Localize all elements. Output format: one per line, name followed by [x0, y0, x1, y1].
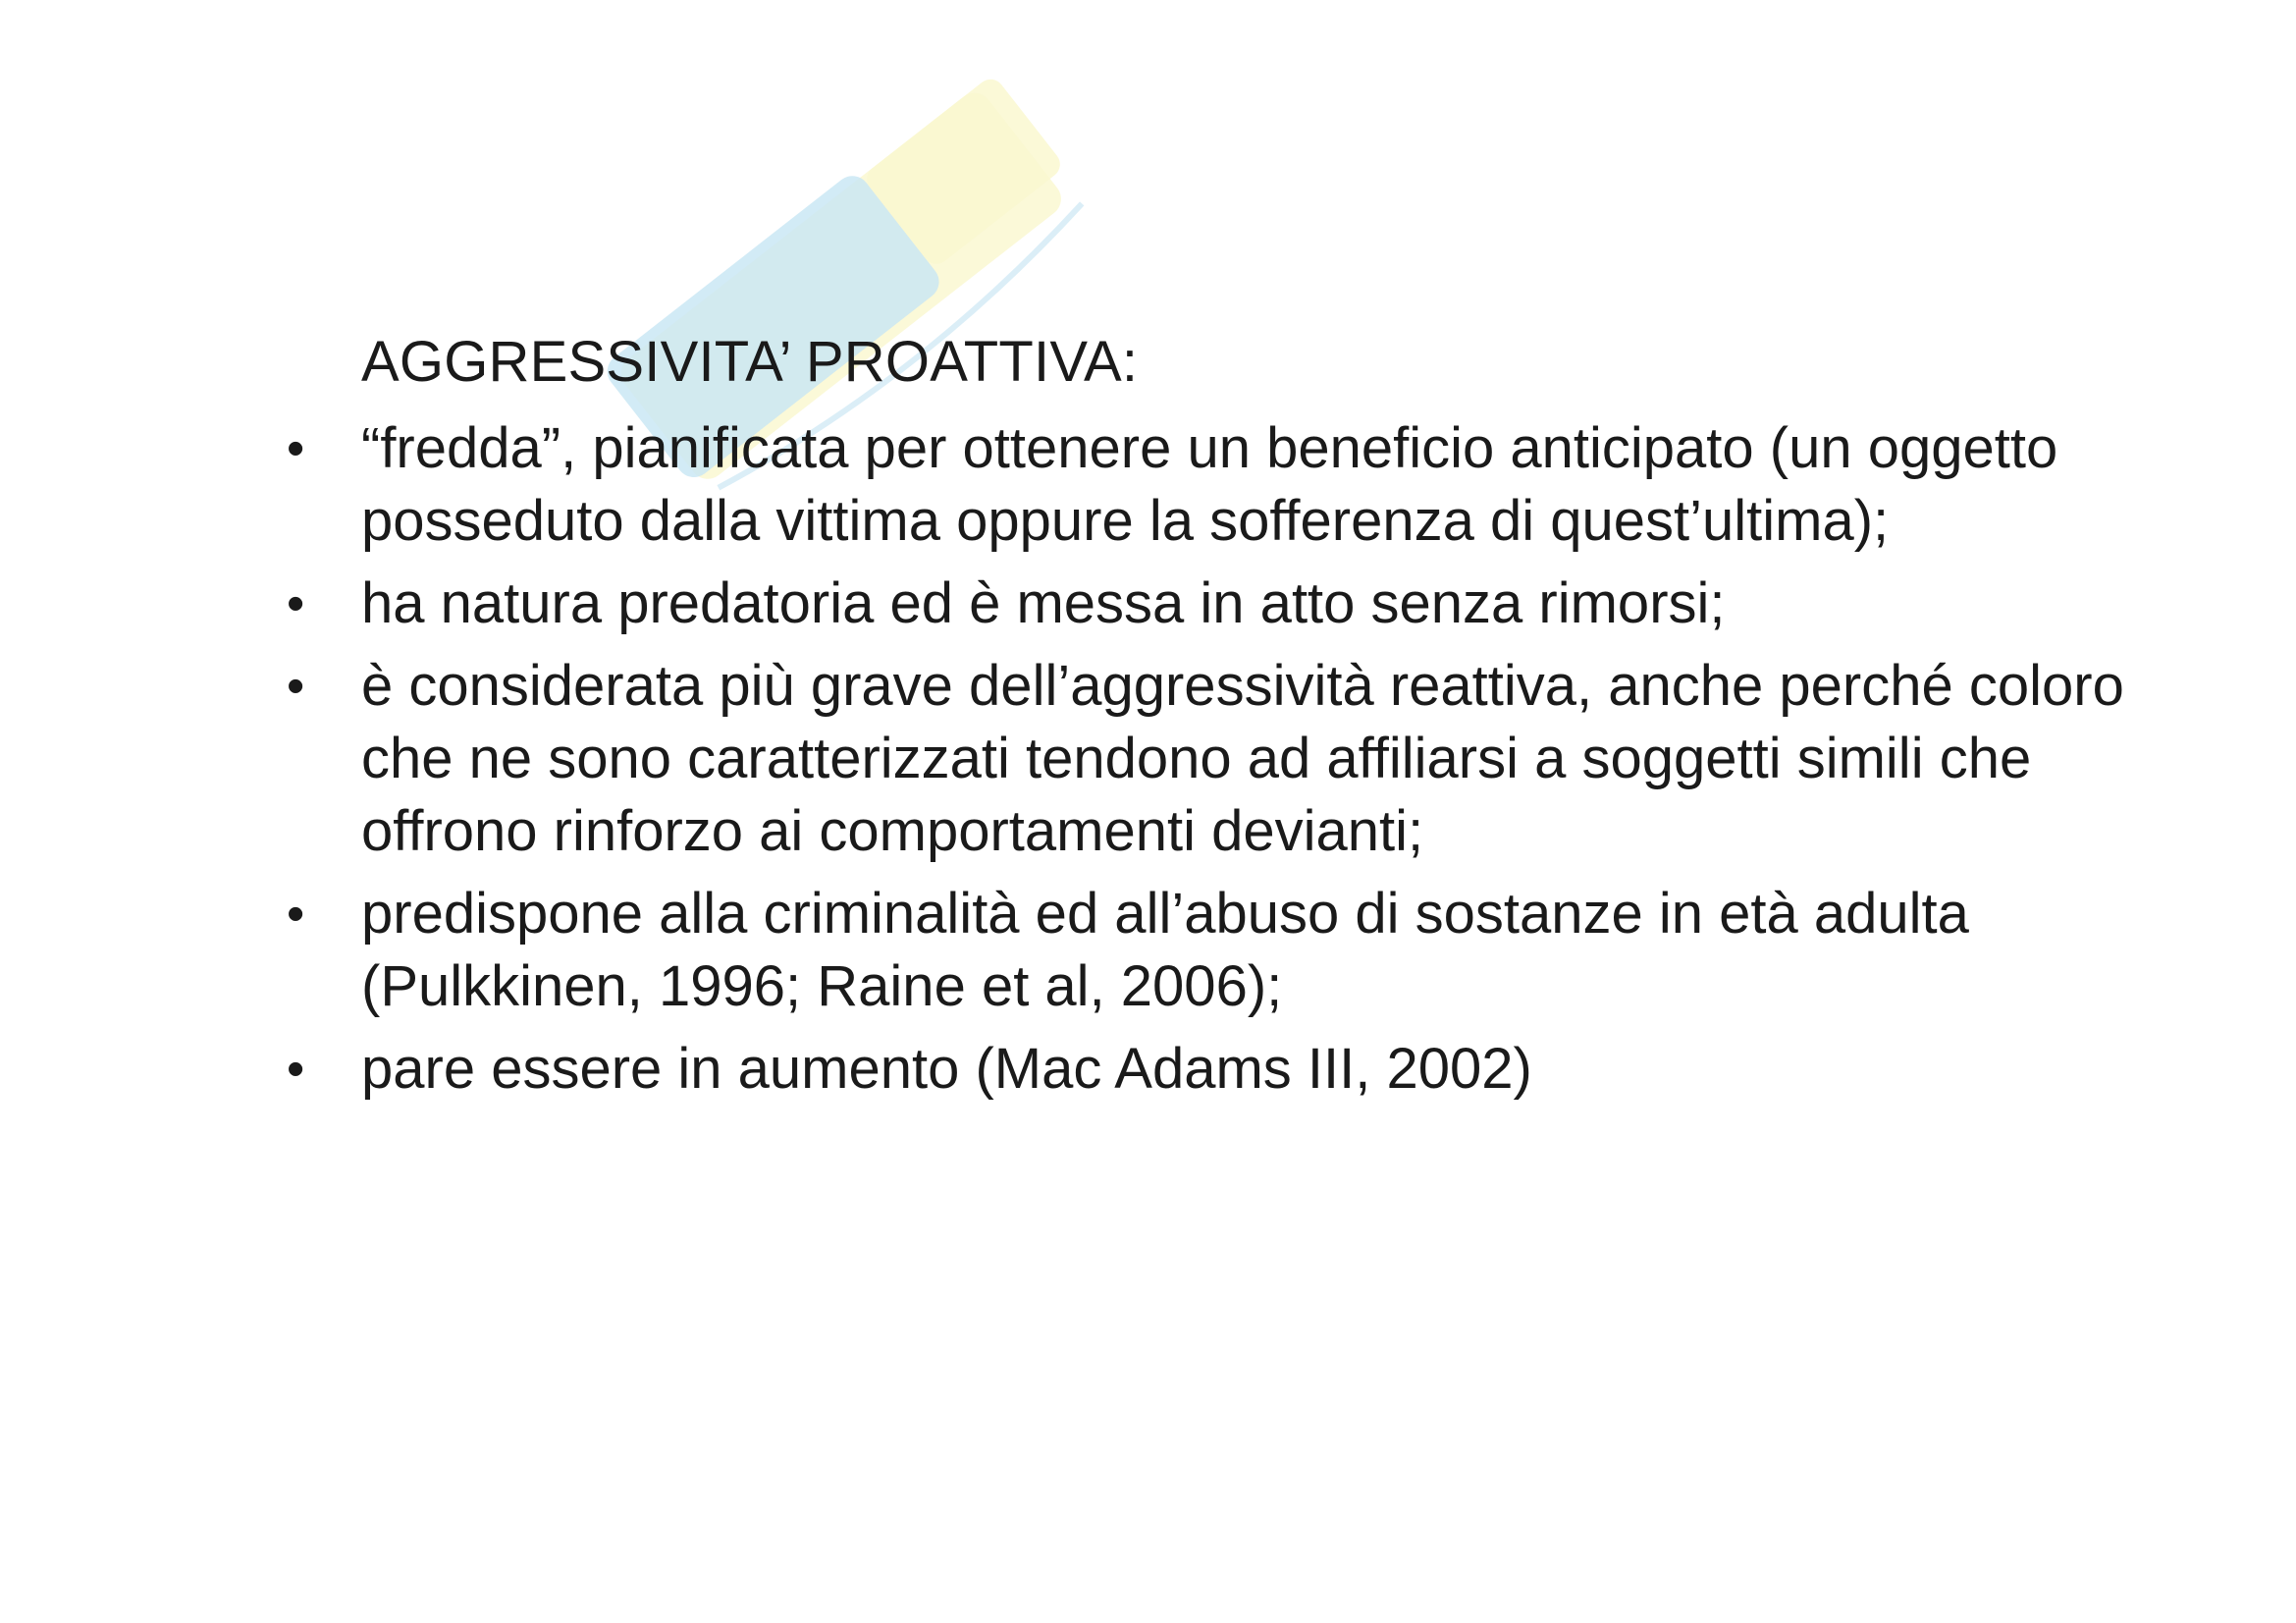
bullet-icon: •: [287, 886, 305, 943]
bullet-icon: •: [287, 420, 305, 477]
slide-heading: AGGRESSIVITA’ PROATTIVA:: [361, 330, 1139, 394]
bullet-text: ha natura predatoria ed è messa in atto senza rimorsi;: [361, 571, 1726, 635]
bullet-icon: •: [287, 658, 305, 715]
bullet-text: “fredda”, pianificata per ottenere un beneficio anticipato (un oggetto posseduto dalla vittima oppure la sofferenza di quest’ultima);: [361, 416, 2058, 553]
bullet-icon: •: [287, 1041, 305, 1098]
bullet-list: [285, 412, 2150, 1115]
list-item: [285, 1033, 2150, 1106]
list-item: [285, 412, 2150, 558]
bullet-text: predispone alla criminalità ed all’abuso di sostanze in età adulta (Pulkkinen, 1996; Raine et al, 2006);: [361, 882, 1969, 1018]
bullet-text: è considerata più grave dell’aggressività reattiva, anche perché coloro che ne sono caratterizzati tendono ad affiliarsi a soggetti simili che offrono rinforzo ai comportamenti devianti;: [361, 654, 2124, 863]
list-item: [285, 650, 2150, 868]
list-item: [285, 568, 2150, 640]
bullet-text: pare essere in aumento (Mac Adams III, 2002): [361, 1037, 1532, 1101]
bullet-icon: •: [287, 575, 305, 632]
list-item: [285, 878, 2150, 1023]
